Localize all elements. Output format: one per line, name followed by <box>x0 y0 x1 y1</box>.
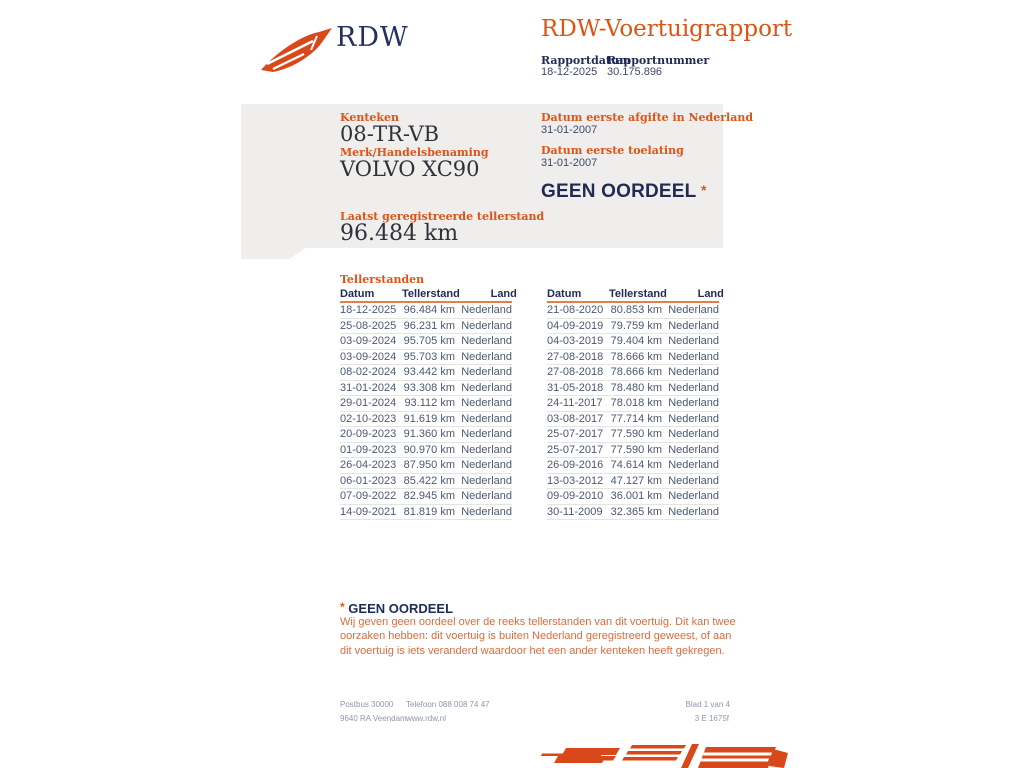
table-header-row <box>547 286 724 303</box>
column-header-land: Land <box>697 287 724 300</box>
footnote-heading-text: GEEN OORDEEL <box>348 601 454 616</box>
rdw-wordmark: RDW <box>336 22 409 53</box>
column-header-tellerstand: Tellerstand <box>402 287 460 300</box>
laatste-tellerstand-value: 96.484 km <box>340 221 459 246</box>
column-header-tellerstand: Tellerstand <box>609 287 667 300</box>
table-row: 01-09-2023 90.970 km Nederland <box>340 443 512 459</box>
footer-address-line2: 9640 RA Veendam <box>340 714 407 723</box>
table-row: 07-09-2022 82.945 km Nederland <box>340 489 512 505</box>
eerste-toelating-value: 31-01-2007 <box>541 157 598 169</box>
tellerstanden-heading: Tellerstanden <box>340 273 425 286</box>
report-number-label: Rapportnummer <box>607 54 710 67</box>
table-row: 06-01-2023 85.422 km Nederland <box>340 474 512 490</box>
table-row: 03-08-2017 77.714 km Nederland <box>547 412 719 428</box>
eerste-toelating-label: Datum eerste toelating <box>541 144 684 157</box>
table-row: 04-09-2019 79.759 km Nederland <box>547 319 719 335</box>
table-row: 25-07-2017 77.590 km Nederland <box>547 427 719 443</box>
table-row: 21-08-2020 80.853 km Nederland <box>547 303 719 319</box>
table-row: 26-09-2016 74.614 km Nederland <box>547 458 719 474</box>
tellerstanden-table-left <box>340 286 517 520</box>
footer-website: www.rdw.nl <box>406 714 447 723</box>
eerste-afgifte-value: 31-01-2007 <box>541 124 598 136</box>
footer-phone: Telefoon 088 008 74 47 <box>406 700 490 709</box>
vehicle-summary-box <box>241 104 723 248</box>
footer-address-line1: Postbus 30000 <box>340 700 394 709</box>
oordeel-asterisk-marker: * <box>701 182 707 198</box>
table-row: 31-01-2024 93.308 km Nederland <box>340 381 512 397</box>
footnote-body: Wij geven geen oordeel over de reeks tellerstanden van dit voertuig. Dit kan twee oorzaken hebben: dit voertuig is buiten Nederland geregistreerd geweest, of aan dit voertuig is iets veranderd waardoor het een ander kenteken heeft gekregen. <box>340 616 736 657</box>
table-row: 30-11-2009 32.365 km Nederland <box>547 505 719 521</box>
report-number-value: 30.175.896 <box>607 66 663 78</box>
table-row: 29-01-2024 93.112 km Nederland <box>340 396 512 412</box>
column-header-datum: Datum <box>547 287 582 300</box>
report-date-value: 18-12-2025 <box>541 66 598 78</box>
table-header-row <box>340 286 517 303</box>
table-row: 03-09-2024 95.705 km Nederland <box>340 334 512 350</box>
kenteken-label: Kenteken <box>340 111 400 124</box>
table-row: 20-09-2023 91.360 km Nederland <box>340 427 512 443</box>
table-row: 25-08-2025 96.231 km Nederland <box>340 319 512 335</box>
column-header-land: Land <box>490 287 517 300</box>
rdw-flag-bottom-decoration <box>540 744 810 768</box>
footnote-heading <box>340 600 453 616</box>
footnote-asterisk-marker: * <box>340 600 345 614</box>
table-row: 08-02-2024 93.442 km Nederland <box>340 365 512 381</box>
footer-page-indicator: Blad 1 van 4 <box>685 700 730 709</box>
tellerstanden-table-right <box>547 286 724 520</box>
table-row: 25-07-2017 77.590 km Nederland <box>547 443 719 459</box>
table-row: 24-11-2017 78.018 km Nederland <box>547 396 719 412</box>
table-row: 26-04-2023 87.950 km Nederland <box>340 458 512 474</box>
rdw-flag-logo-icon <box>259 26 335 74</box>
table-row: 09-09-2010 36.001 km Nederland <box>547 489 719 505</box>
merk-value: VOLVO XC90 <box>340 157 480 181</box>
table-row: 13-03-2012 47.127 km Nederland <box>547 474 719 490</box>
table-row: 27-08-2018 78.666 km Nederland <box>547 350 719 366</box>
laatste-tellerstand-label: Laatst geregistreerde tellerstand <box>340 210 545 223</box>
summary-box-tab-decoration <box>241 248 305 259</box>
oordeel-status: GEEN OORDEEL <box>541 181 697 202</box>
merk-label: Merk/Handelsbenaming <box>340 146 489 159</box>
table-row: 27-08-2018 78.666 km Nederland <box>547 365 719 381</box>
eerste-afgifte-label: Datum eerste afgifte in Nederland <box>541 111 754 124</box>
table-row: 14-09-2021 81.819 km Nederland <box>340 505 512 521</box>
kenteken-value: 08-TR-VB <box>340 122 440 146</box>
table-row: 04-03-2019 79.404 km Nederland <box>547 334 719 350</box>
footer-form-code: 3 E 1675f <box>694 714 729 723</box>
table-row: 02-10-2023 91.619 km Nederland <box>340 412 512 428</box>
table-row: 03-09-2024 95.703 km Nederland <box>340 350 512 366</box>
column-header-datum: Datum <box>340 287 375 300</box>
report-title: RDW-Voertuigrapport <box>541 16 793 42</box>
table-row: 18-12-2025 96.484 km Nederland <box>340 303 512 319</box>
report-date-label: Rapportdatum <box>541 54 631 67</box>
table-row: 31-05-2018 78.480 km Nederland <box>547 381 719 397</box>
